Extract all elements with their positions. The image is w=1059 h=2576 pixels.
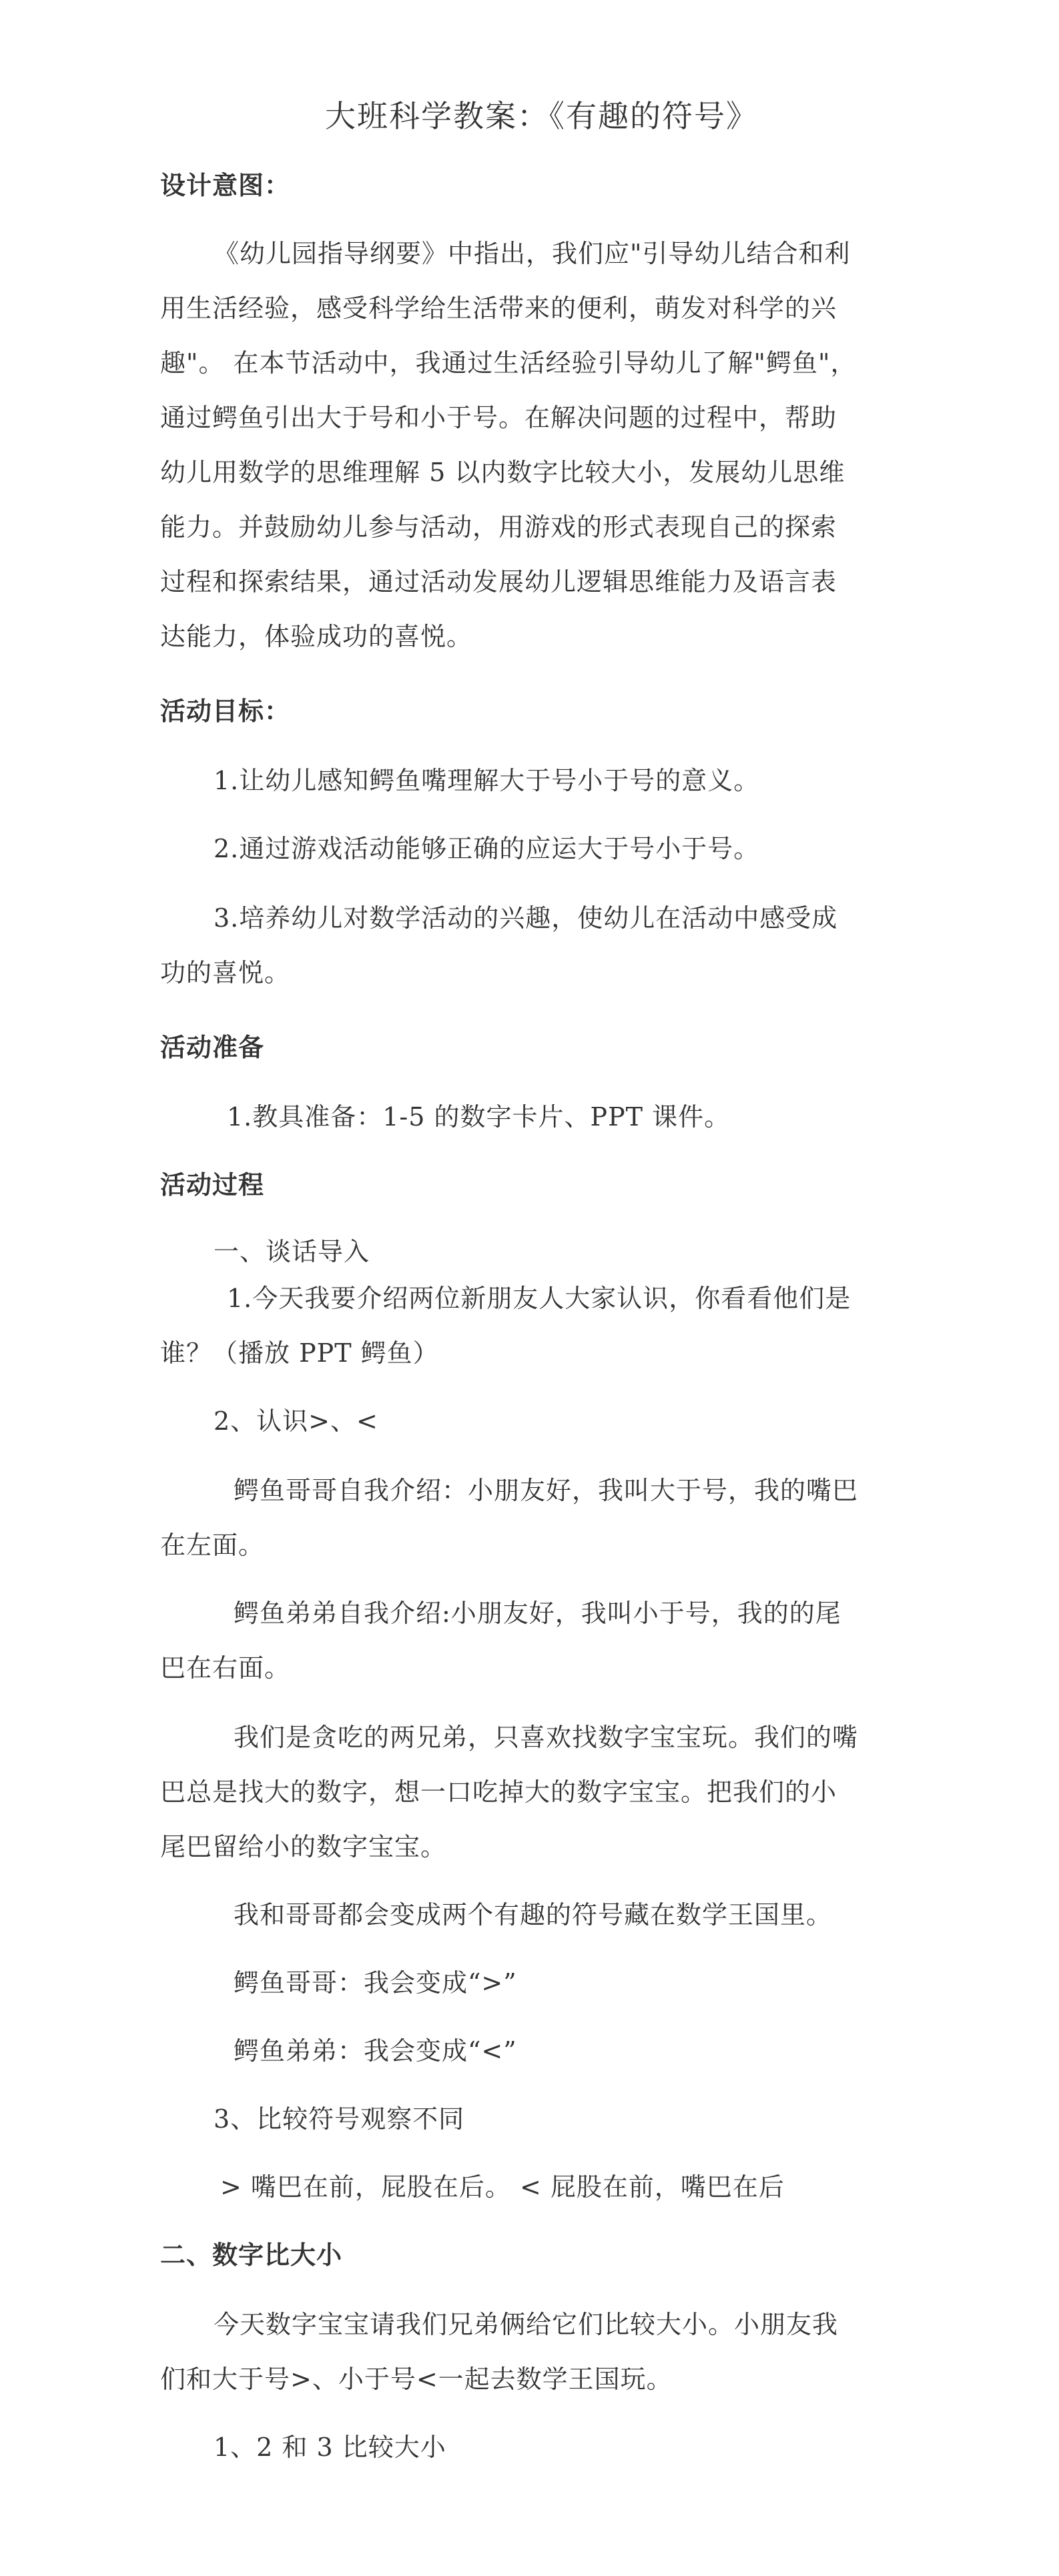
design-line-5: 幼儿用数学的思维理解 5 以内数字比较大小，发展幼儿思维 [160,458,845,487]
goal-item-2: 2.通过游戏活动能够正确的应运大于号小于号。 [214,834,760,863]
design-line-3: 趣"。 在本节活动中，我通过生活经验引导幼儿了解"鳄鱼"， [160,348,857,378]
section-heading-goals: 活动目标： [160,696,291,726]
process-paragraph-7: 鳄鱼哥哥：我会变成“>” [234,1968,517,1998]
process-paragraph-12: 1、2 和 3 比较大小 [214,2433,446,2462]
goal-item-1: 1.让幼儿感知鳄鱼嘴理解大于号小于号的意义。 [214,766,760,795]
process-paragraph-8: 鳄鱼弟弟：我会变成“<” [234,2036,517,2066]
design-line-1: 《幼儿园指导纲要》中指出，我们应"引导幼儿结合和利 [214,239,851,268]
process-paragraph-5-line-2: 巴总是找大的数字，想一口吃掉大的数字宝宝。把我们的小 [160,1777,837,1807]
process-paragraph-5-line-1: 我们是贪吃的两兄弟，只喜欢找数字宝宝玩。我们的嘴 [234,1723,859,1752]
design-line-4: 通过鳄鱼引出大于号和小于号。在解决问题的过程中，帮助 [160,403,837,432]
part-2-title: 二、数字比大小 [160,2240,343,2270]
process-paragraph-3-line-1: 鳄鱼哥哥自我介绍：小朋友好，我叫大于号，我的嘴巴 [234,1476,859,1505]
goal-item-3-line-1: 3.培养幼儿对数学活动的兴趣，使幼儿在活动中感受成 [214,903,838,933]
prep-item-1: 1.教具准备：1-5 的数字卡片、PPT 课件。 [227,1102,731,1132]
document-title: 大班科学教案：《有趣的符号》 [325,98,758,134]
process-paragraph-11-line-1: 今天数字宝宝请我们兄弟俩给它们比较大小。小朋友我 [214,2310,839,2339]
design-line-6: 能力。并鼓励幼儿参与活动，用游戏的形式表现自己的探索 [160,512,837,542]
process-paragraph-9: 3、比较符号观察不同 [214,2104,465,2134]
part-1-title: 一、谈话导入 [214,1237,370,1266]
goal-item-3-line-2: 功的喜悦。 [160,958,291,987]
design-line-8: 达能力，体验成功的喜悦。 [160,622,473,651]
process-paragraph-1-line-2: 谁？（播放 PPT 鳄鱼） [160,1338,439,1368]
section-heading-process: 活动过程 [160,1170,265,1200]
process-paragraph-5-line-3: 尾巴留给小的数字宝宝。 [160,1832,447,1861]
process-paragraph-2: 2、认识>、< [214,1406,378,1436]
design-line-7: 过程和探索结果，通过活动发展幼儿逻辑思维能力及语言表 [160,567,837,596]
process-paragraph-4-line-2: 巴在右面。 [160,1653,291,1683]
process-paragraph-11-line-2: 们和大于号>、小于号<一起去数学王国玩。 [160,2365,673,2394]
section-heading-design: 设计意图： [160,170,291,200]
process-paragraph-3-line-2: 在左面。 [160,1531,265,1560]
design-line-2: 用生活经验，感受科学给生活带来的便利，萌发对科学的兴 [160,294,837,323]
process-paragraph-1-line-1: 1.今天我要介绍两位新朋友人大家认识，你看看他们是 [227,1284,851,1313]
process-paragraph-10: > 嘴巴在前，屁股在后。 < 屁股在前，嘴巴在后 [220,2172,785,2202]
section-heading-prep: 活动准备 [160,1032,265,1062]
process-paragraph-4-line-1: 鳄鱼弟弟自我介绍:小朋友好，我叫小于号，我的的尾 [234,1599,841,1628]
process-paragraph-6: 我和哥哥都会变成两个有趣的符号藏在数学王国里。 [234,1900,833,1929]
